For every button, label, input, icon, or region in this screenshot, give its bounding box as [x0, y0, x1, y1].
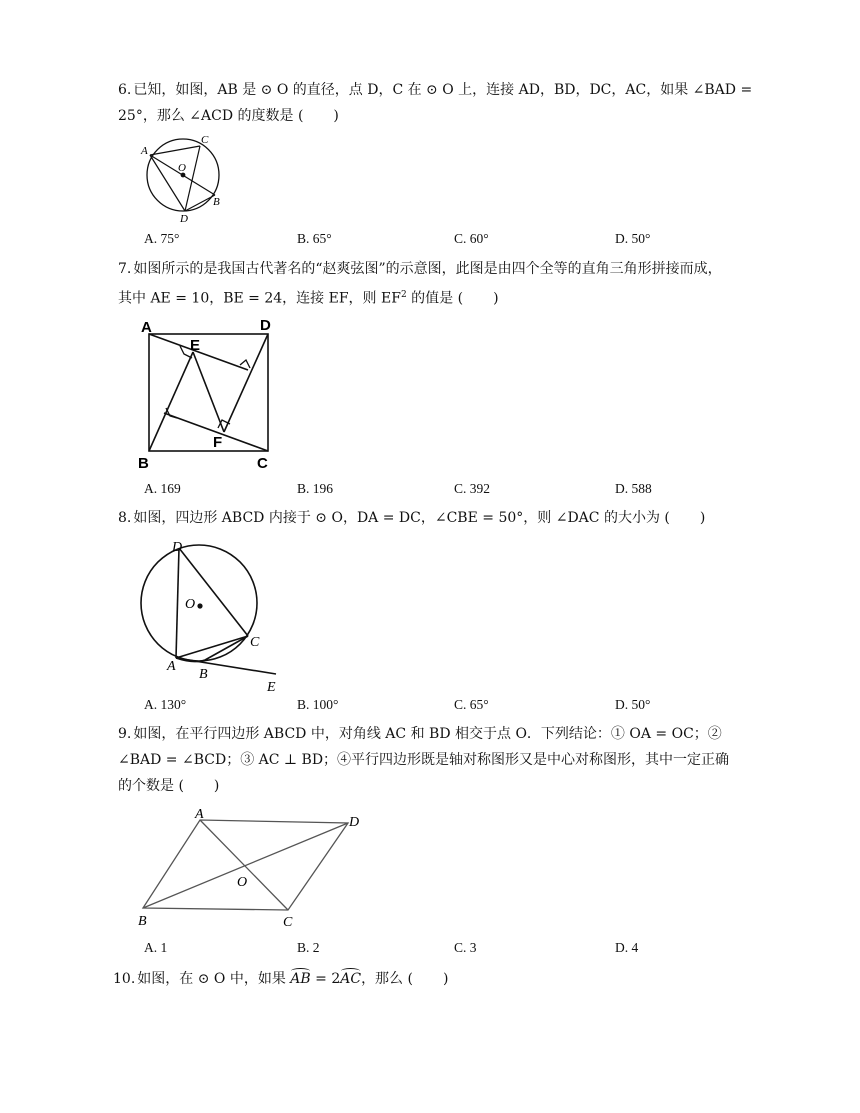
label-C: C	[283, 915, 293, 930]
label-E: E	[190, 337, 201, 354]
question-text-prefix: 如图，在 ⊙ O 中，如果	[137, 971, 291, 987]
option-b[interactable]: B. 65°	[297, 231, 332, 246]
question-number: 9.	[118, 726, 132, 742]
question-text-prefix: 其中 AE = 10，BE = 24，连接 EF，则 EF	[118, 290, 401, 307]
label-D: D	[180, 213, 188, 225]
option-a[interactable]: A. 130°	[144, 697, 187, 712]
answer-paren-close: )	[333, 108, 339, 124]
question-text-line: ∠BAD = ∠BCD；③ AC ⊥ BD；④平行四边形既是轴对称图形又是中心对称图形，其中一定正确	[118, 752, 730, 768]
label-O: O	[178, 162, 186, 174]
option-a[interactable]: A. 169	[144, 481, 181, 496]
label-O: O	[185, 597, 196, 612]
label-A: A	[141, 145, 148, 157]
label-F: F	[213, 434, 223, 451]
question-10	[113, 966, 758, 992]
label-D: D	[349, 815, 360, 830]
label-C: C	[257, 455, 268, 472]
label-B: B	[138, 914, 147, 929]
question-8	[118, 505, 763, 531]
question-number: 8.	[118, 510, 132, 526]
question-number: 7.	[118, 261, 132, 277]
label-D: D	[172, 540, 183, 555]
option-d[interactable]: D. 588	[615, 481, 652, 496]
label-B: B	[213, 196, 220, 208]
option-d[interactable]: D. 50°	[615, 697, 651, 712]
option-a[interactable]: A. 75°	[144, 231, 180, 246]
question-text-line: 如图，四边形 ABCD 内接于 ⊙ O，DA = DC，∠CBE = 50°，则 ∠DAC 的大小为 (	[133, 510, 670, 526]
label-A: A	[167, 659, 176, 674]
question-text-suffix: 的值是 (	[406, 290, 464, 307]
label-B: B	[138, 455, 149, 472]
answer-paren-close: )	[699, 510, 706, 526]
option-d[interactable]: D. 4	[615, 940, 639, 955]
label-D: D	[260, 317, 271, 334]
label-B: B	[199, 667, 208, 682]
question-text-line: 已知，如图，AB 是 ⊙ O 的直径，点 D，C 在 ⊙ O 上，连接 AD，BD，DC，AC，如果 ∠BAD =	[133, 82, 753, 98]
question-text-mid: = 2	[310, 971, 341, 987]
figure-q7-zhaoshuang	[135, 312, 283, 472]
question-7	[118, 256, 763, 312]
figure-q9-parallelogram	[135, 800, 370, 935]
question-9	[118, 721, 763, 799]
question-text-line: 的个数是 (	[118, 778, 184, 794]
question-number: 6.	[118, 82, 132, 98]
label-A: A	[141, 319, 152, 336]
answer-paren-close: )	[493, 290, 499, 307]
option-c[interactable]: C. 60°	[454, 231, 489, 246]
label-C: C	[250, 635, 260, 650]
answer-paren-close: )	[213, 778, 220, 794]
option-d[interactable]: D. 50°	[615, 231, 651, 246]
label-C: C	[201, 134, 209, 146]
question-text-line: 25°，那么 ∠ACD 的度数是 (	[118, 108, 304, 124]
label-O: O	[237, 875, 248, 890]
option-b[interactable]: B. 196	[297, 481, 334, 496]
question-text-suffix: ，那么 (	[361, 971, 413, 987]
question-text-line: 如图，在平行四边形 ABCD 中，对角线 AC 和 BD 相交于点 O．下列结论：① OA = OC；②	[133, 726, 722, 742]
figure-q8-inscribed-quad	[135, 535, 285, 695]
option-b[interactable]: B. 2	[297, 940, 320, 955]
question-number: 10.	[113, 971, 136, 987]
option-c[interactable]: C. 3	[454, 940, 477, 955]
option-a[interactable]: A. 1	[144, 940, 168, 955]
option-b[interactable]: B. 100°	[297, 697, 339, 712]
figure-q6-circle	[138, 132, 233, 227]
label-E: E	[267, 680, 276, 695]
answer-paren-close: )	[442, 971, 449, 987]
superscript: 2	[400, 290, 407, 300]
option-c[interactable]: C. 65°	[454, 697, 489, 712]
arc-ab: AB	[290, 966, 310, 992]
label-A: A	[195, 807, 204, 822]
arc-ac: AC	[340, 966, 361, 992]
question-6	[118, 77, 763, 129]
option-c[interactable]: C. 392	[454, 481, 491, 496]
question-text-line: 如图所示的是我国古代著名的“赵爽弦图”的示意图，此图是由四个全等的直角三角形拼接而成，	[133, 261, 722, 277]
